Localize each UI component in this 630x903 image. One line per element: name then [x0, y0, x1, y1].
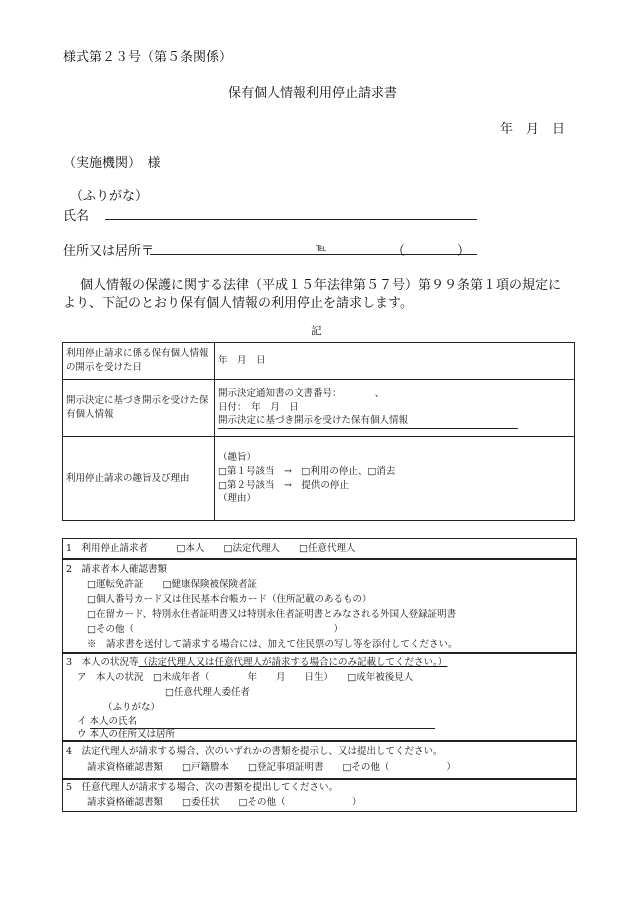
name-label: 氏名 [63, 209, 90, 224]
id-docs-title: 2 請求者本人確認書類 [66, 564, 168, 575]
purpose-reason-cell[interactable] [215, 437, 575, 521]
clause2-line: □第２号該当 → 提供の停止 [218, 479, 349, 491]
principal-address-prefix: ウ [77, 729, 87, 740]
page-title: 保有個人情報利用停止請求書 [228, 86, 398, 101]
principal-name-field[interactable]: 本人の氏名 [90, 715, 435, 729]
tel-label: ℡ [316, 243, 327, 254]
section-legal-rep [62, 740, 577, 780]
purpose-heading: （趣旨） [218, 451, 257, 463]
document-number-line: 開示決定通知書の文書番号： 、 [218, 387, 385, 399]
principal-status-title-note: （法定代理人又は任意代理人が請求する場合にのみ記載してください。） [138, 657, 448, 668]
section-principal-status [62, 652, 577, 742]
disclosed-info-cell[interactable] [215, 380, 575, 437]
date-line: 年 月 日 [500, 122, 566, 137]
address-label: 住所又は居所〒 [63, 244, 155, 259]
id-docs-note: ※ 請求書を送付して請求する場合には、加えて住民票の写し等を添付してください。 [87, 639, 458, 650]
agency-line: （実施機関） 様 [63, 156, 161, 171]
ki-heading: 記 [311, 325, 322, 337]
requester-line[interactable]: 1 利用停止請求者 □本人 □法定代理人 □任意代理人 [66, 543, 356, 554]
voluntary-rep-docs[interactable]: 請求資格確認書類 □委任状 □その他（ ） [87, 797, 362, 808]
disclosure-date-value[interactable]: 年 月 日 [215, 343, 575, 380]
reason-heading: （理由） [218, 493, 257, 505]
section-requester [62, 538, 577, 560]
form-number: 様式第２３号（第５条関係） [63, 50, 233, 65]
principal-status-line[interactable]: ア 本人の状況 □未成年者（ 年 月 日生） □成年被後見人 [77, 672, 414, 683]
id-doc-mynumber[interactable]: □個人番号カード又は住民基本台帳カード（住所記載のあるもの） [87, 594, 372, 605]
principal-name-prefix: イ [77, 716, 87, 727]
disclosed-info-line: 開示決定に基づき開示を受けた保有個人情報 [218, 414, 518, 429]
furigana-label: （ふりがな） [70, 189, 149, 204]
tel-parens: （ ） [392, 244, 471, 259]
id-doc-residence-card[interactable]: □在留カード、特別永住者証明書又は特別永住者証明書とみなされる外国人登録証明書 [87, 609, 457, 620]
legal-rep-title: 4 法定代理人が請求する場合、次のいずれかの書類を提示し、又は提出してください。 [66, 746, 443, 757]
principal-furigana: （ふりがな） [103, 702, 161, 713]
disclosed-info-row [63, 380, 575, 437]
principal-status-line2[interactable]: □任意代理人委任者 [165, 687, 250, 698]
body-text-line2: より、下記のとおり保有個人情報の利用停止を請求します。 [63, 296, 413, 311]
request-details-table [62, 342, 575, 521]
purpose-reason-row [63, 437, 575, 521]
name-underline[interactable] [105, 219, 477, 220]
voluntary-rep-title: 5 任意代理人が請求する場合、次の書類を提出してください。 [66, 782, 339, 793]
section-id-documents [62, 558, 577, 654]
legal-rep-docs[interactable]: 請求資格確認書類 □戸籍謄本 □登記事項証明書 □その他（ ） [87, 762, 456, 773]
disclosure-date-line: 日付： 年 月 日 [218, 401, 299, 413]
principal-status-title-prefix: 3 本人の状況等 [66, 657, 139, 668]
principal-status-title [66, 655, 447, 670]
disclosure-date-row [63, 343, 575, 380]
section-voluntary-rep [62, 778, 577, 812]
id-doc-license[interactable]: □運転免許証 □健康保険被保険者証 [87, 579, 257, 590]
principal-address-field[interactable]: 本人の住所又は居所 [90, 728, 435, 742]
body-text-line1: 個人情報の保護に関する法律（平成１５年法律第５７号）第９９条第１項の規定に [80, 278, 562, 293]
disclosed-info-label: 開示決定に基づき開示を受けた保有個人情報 [63, 380, 215, 437]
address-underline[interactable] [150, 254, 477, 255]
id-doc-other[interactable]: □その他（ ） [87, 624, 343, 635]
purpose-reason-label: 利用停止請求の趣旨及び理由 [63, 437, 215, 521]
clause1-line: □第１号該当 → □利用の停止、□消去 [218, 465, 396, 477]
disclosure-date-label: 利用停止請求に係る保有個人情報の開示を受けた日 [63, 343, 215, 380]
